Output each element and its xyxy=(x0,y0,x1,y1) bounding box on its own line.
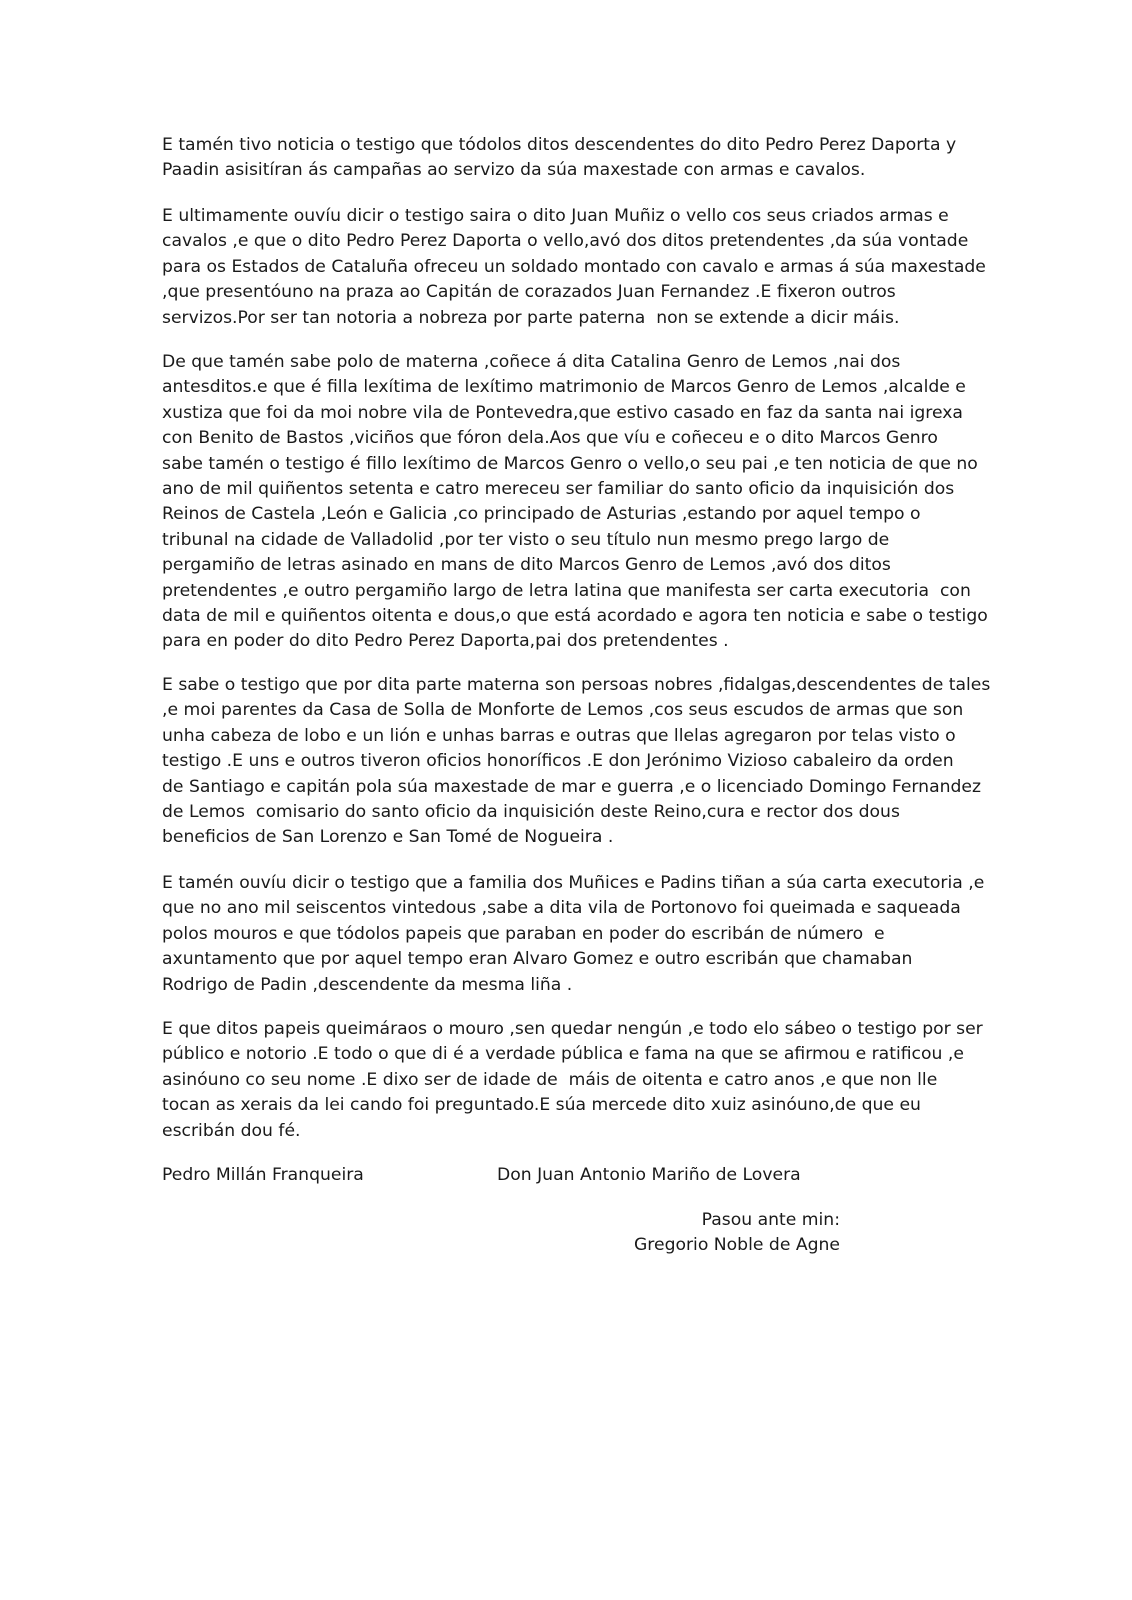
text-line: para en poder do dito Pedro Perez Daporta,pai dos pretendentes . xyxy=(162,631,729,652)
text-line: E tamén tivo noticia o testigo que tódolos ditos descendentes do dito Pedro Perez Daporta y xyxy=(162,135,957,155)
paragraph-6 xyxy=(162,1017,983,1144)
signature-notary: Gregorio Noble de Agne xyxy=(633,1235,840,1255)
text-line: con Benito de Bastos ,viciños que fóron dela.Aos que víu e coñeceu e o dito Marcos Genro xyxy=(162,428,938,449)
signature-witness: Pedro Millán Franqueira xyxy=(162,1165,364,1185)
text-line: E que ditos papeis queimáraos o mouro ,sen quedar nengún ,e todo elo sábeo o testigo por ser xyxy=(162,1019,983,1039)
text-line: testigo .E uns e outros tiveron oficios honoríficos .E don Jerónimo Vizioso cabaleiro da orden xyxy=(162,751,954,772)
text-line: asinóuno co seu nome .E dixo ser de idade de máis de oitenta e catro anos ,e que non lle xyxy=(162,1069,938,1090)
text-line: De que tamén sabe polo de materna ,coñece á dita Catalina Genro de Lemos ,nai dos xyxy=(162,352,901,372)
text-line: E tamén ouvíu dicir o testigo que a familia dos Muñices e Padins tiñan a súa carta executoria ,e xyxy=(162,873,985,893)
paragraph-4 xyxy=(162,673,991,851)
text-line: axuntamento que por aquel tempo eran Alvaro Gomez e outro escribán que chamaban xyxy=(162,949,913,970)
text-line: Rodrigo de Padin ,descendente da mesma liña . xyxy=(162,974,573,995)
paragraph-1 xyxy=(162,133,977,184)
paragraph-3 xyxy=(162,350,988,655)
text-line: data de mil e quiñentos oitenta e dous,o que está acordado e agora ten noticia e sabe o testigo xyxy=(162,606,988,627)
text-line: sabe tamén o testigo é fillo lexítimo de Marcos Genro o vello,o seu pai ,e ten noticia de que no xyxy=(162,453,978,474)
text-line: servizos.Por ser tan notoria a nobreza por parte paterna non se extende a dicir máis. xyxy=(162,307,900,328)
attestation-label: Pasou ante min: xyxy=(701,1210,840,1230)
text-line: ,e moi parentes da Casa de Solla de Monforte de Lemos ,cos seus escudos de armas que son xyxy=(162,700,964,721)
text-line: público e notorio .E todo o que di é a verdade pública e fama na que se afirmou e ratificou ,e xyxy=(162,1044,964,1065)
text-line: que no ano mil seiscentos vintedous ,sabe a dita vila de Portonovo foi queimada e saqueada xyxy=(162,898,961,919)
text-line: beneficios de San Lorenzo e San Tomé de Nogueira . xyxy=(162,827,614,848)
paragraph-2 xyxy=(162,204,986,331)
text-line: antesditos.e que é filla lexítima de lexítimo matrimonio de Marcos Genro de Lemos ,alcalde e xyxy=(162,377,966,398)
text-line: ,que presentóuno na praza ao Capitán de corazados Juan Fernandez .E fixeron outros xyxy=(162,282,896,303)
text-line: E sabe o testigo que por dita parte materna son persoas nobres ,fidalgas,descendentes de tales xyxy=(162,675,991,695)
text-line: xustiza que foi da moi nobre vila de Pontevedra,que estivo casado en faz da santa nai igrexa xyxy=(162,402,963,423)
text-line: para os Estados de Cataluña ofreceu un soldado montado con cavalo e armas á súa maxestade xyxy=(162,256,986,277)
text-line: cavalos ,e que o dito Pedro Perez Daporta o vello,avó dos ditos pretendentes ,da súa vontade xyxy=(162,231,969,252)
text-line: pergamiño de letras asinado en mans de dito Marcos Genro de Lemos ,avó dos ditos xyxy=(162,555,891,576)
paragraph-5 xyxy=(162,871,985,998)
text-line: Paadin asisitíran ás campañas ao servizo da súa maxestade con armas e cavalos. xyxy=(162,160,866,181)
text-line: tocan as xerais da lei cando foi preguntado.E súa mercede dito xuiz asinóuno,de que eu xyxy=(162,1095,921,1116)
signature-judge: Don Juan Antonio Mariño de Lovera xyxy=(497,1165,801,1185)
text-line: E ultimamente ouvíu dicir o testigo saira o dito Juan Muñiz o vello cos seus criados armas e xyxy=(162,206,949,226)
text-line: ano de mil quiñentos setenta e catro mereceu ser familiar do santo oficio da inquisición dos xyxy=(162,479,955,500)
text-line: unha cabeza de lobo e un lión e unhas barras e outras que llelas agregaron por telas visto o xyxy=(162,725,956,746)
text-line: escribán dou fé. xyxy=(162,1120,301,1141)
text-line: Reinos de Castela ,León e Galicia ,co principado de Asturias ,estando por aquel tempo o xyxy=(162,504,921,525)
text-line: tribunal na cidade de Valladolid ,por ter visto o seu título nun mesmo prego largo de xyxy=(162,529,890,550)
text-line: de Lemos comisario do santo oficio da inquisición deste Reino,cura e rector dos dous xyxy=(162,802,900,823)
text-line: de Santiago e capitán pola súa maxestade de mar e guerra ,e o licenciado Domingo Fernandez xyxy=(162,776,982,797)
text-line: pretendentes ,e outro pergamiño largo de letra latina que manifesta ser carta executoria con xyxy=(162,580,971,601)
text-line: polos mouros e que tódolos papeis que paraban en poder do escribán de número e xyxy=(162,923,885,944)
